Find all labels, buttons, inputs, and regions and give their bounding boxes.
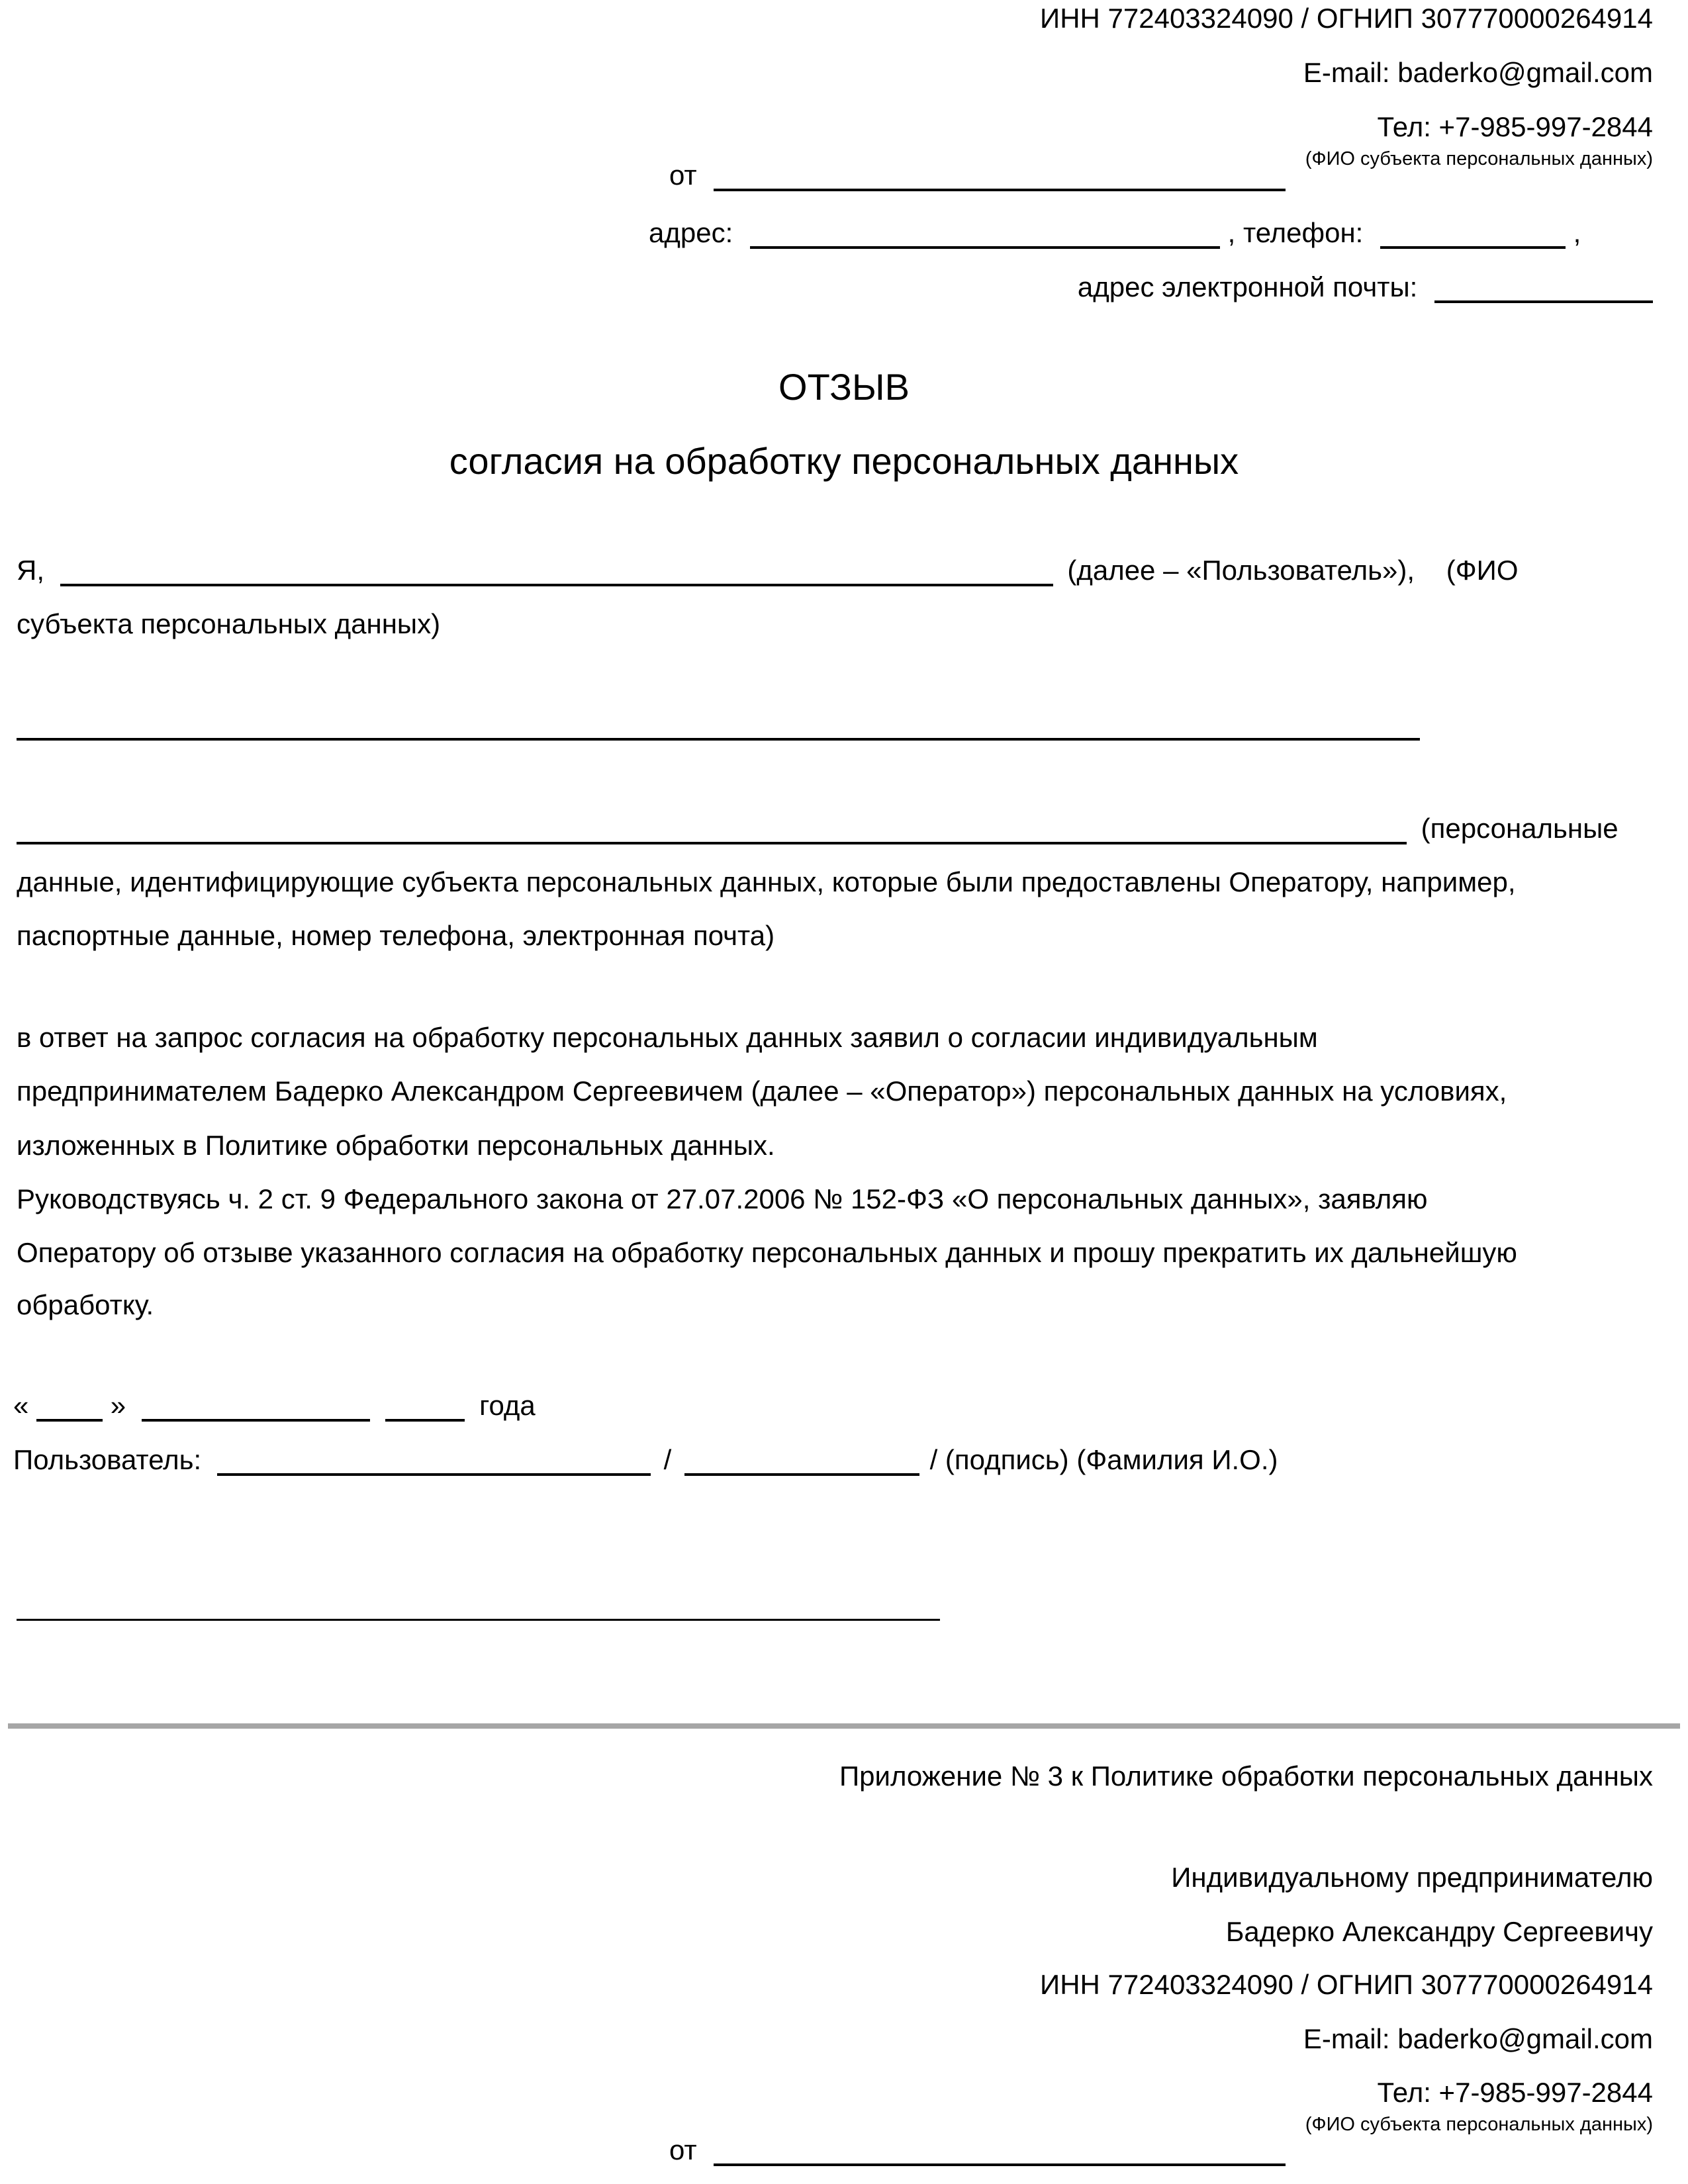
user-alias-note: (далее – «Пользователь»), — [1067, 555, 1415, 586]
operator-phone-line: Тел: +7-985-997-2844 — [1377, 111, 1653, 142]
from-blank-field-2 — [714, 2137, 1286, 2166]
addressee-line1: Индивидуальному предпринимателю — [1171, 1862, 1653, 1893]
personal-data-blank-1 — [17, 711, 1420, 741]
addressee-line2: Бадерко Александру Сергеевичу — [1225, 1916, 1653, 1947]
trailing-comma: , — [1573, 217, 1581, 248]
year-blank-field — [385, 1392, 465, 1422]
appendix-note: Приложение № 3 к Политике обработки персональных данных — [839, 1760, 1653, 1792]
personal-note-open: (персональные — [1421, 813, 1618, 844]
from-row-2 — [669, 2136, 1286, 2166]
operator-inn-line: ИНН 772403324090 / ОГНИП 307770000264914 — [1040, 3, 1653, 34]
addressee-phone-line: Тел: +7-985-997-2844 — [1377, 2077, 1653, 2108]
withdrawal-paragraph-line1: Руководствуясь ч. 2 ст. 9 Федерального закона от 27.07.2006 № 152-ФЗ «О персональных данных», заявляю — [17, 1183, 1428, 1214]
signature-name-blank — [217, 1447, 651, 1476]
signature-separator: / — [663, 1444, 672, 1475]
day-blank-field — [36, 1392, 103, 1422]
phone-label: , телефон: — [1227, 217, 1364, 248]
close-quote: » — [110, 1390, 126, 1421]
document-subtitle: согласия на обработку персональных данных — [449, 440, 1239, 482]
open-quote: « — [13, 1390, 29, 1421]
consent-paragraph-line1: в ответ на запрос согласия на обработку персональных данных заявил о согласии индивидуальным — [17, 1022, 1318, 1053]
email-address-row — [1078, 273, 1653, 303]
document-title: ОТЗЫВ — [778, 366, 910, 408]
addressee-inn-line: ИНН 772403324090 / ОГНИП 307770000264914 — [1040, 1969, 1653, 2000]
declarant-name-blank — [60, 557, 1053, 586]
from-row — [669, 161, 1286, 191]
email-address-label: адрес электронной почты: — [1077, 271, 1418, 302]
from-blank-field — [714, 162, 1286, 191]
email-blank-field — [1434, 274, 1653, 303]
signature-suffix: / (подпись) (Фамилия И.О.) — [929, 1444, 1278, 1475]
fio-open-note: (ФИО — [1446, 555, 1519, 586]
fio-note: (ФИО субъекта персональных данных) — [1305, 148, 1653, 169]
declarant-line — [17, 556, 1519, 586]
signature-blank — [684, 1447, 919, 1476]
phone-blank-field — [1380, 220, 1566, 249]
signature-label: Пользователь: — [13, 1444, 202, 1475]
withdrawal-paragraph-line3: обработку. — [17, 1289, 154, 1320]
address-blank-field — [750, 220, 1220, 249]
year-suffix: года — [479, 1390, 536, 1421]
section-divider — [8, 1723, 1680, 1729]
from-label-2: от — [669, 2134, 697, 2165]
address-label: адрес: — [649, 217, 733, 248]
consent-paragraph-line2: предпринимателем Бадерко Александром Сергеевичем (далее – «Оператор») персональных данных на условиях, — [17, 1075, 1507, 1107]
month-blank-field — [142, 1392, 370, 1422]
consent-paragraph-line3: изложенных в Политике обработки персональных данных. — [17, 1130, 775, 1161]
signature-line — [13, 1445, 1278, 1476]
extra-blank-line — [17, 1592, 940, 1621]
personal-data-note-line1 — [17, 814, 1618, 844]
blank-line-row — [17, 710, 1420, 741]
withdrawal-paragraph-line2: Оператору об отзыве указанного согласия на обработку персональных данных и прошу прекратить их дальнейшую — [17, 1237, 1517, 1268]
operator-email-line: E-mail: baderko@gmail.com — [1303, 57, 1653, 88]
declarant-line2: субъекта персональных данных) — [17, 608, 441, 639]
address-row — [649, 218, 1581, 249]
fio-note-2: (ФИО субъекта персональных данных) — [1305, 2114, 1653, 2135]
date-line — [13, 1391, 536, 1422]
addressee-email-line: E-mail: baderko@gmail.com — [1303, 2023, 1653, 2054]
personal-data-note-line3: паспортные данные, номер телефона, электронная почта) — [17, 920, 775, 951]
personal-data-note-line2: данные, идентифицирующие субъекта персональных данных, которые были предоставлены Оператору, например, — [17, 866, 1516, 897]
extra-blank-line-row — [17, 1590, 940, 1621]
declarant-prefix: Я, — [17, 555, 44, 586]
from-label: от — [669, 159, 697, 191]
personal-data-blank-2 — [17, 815, 1407, 844]
